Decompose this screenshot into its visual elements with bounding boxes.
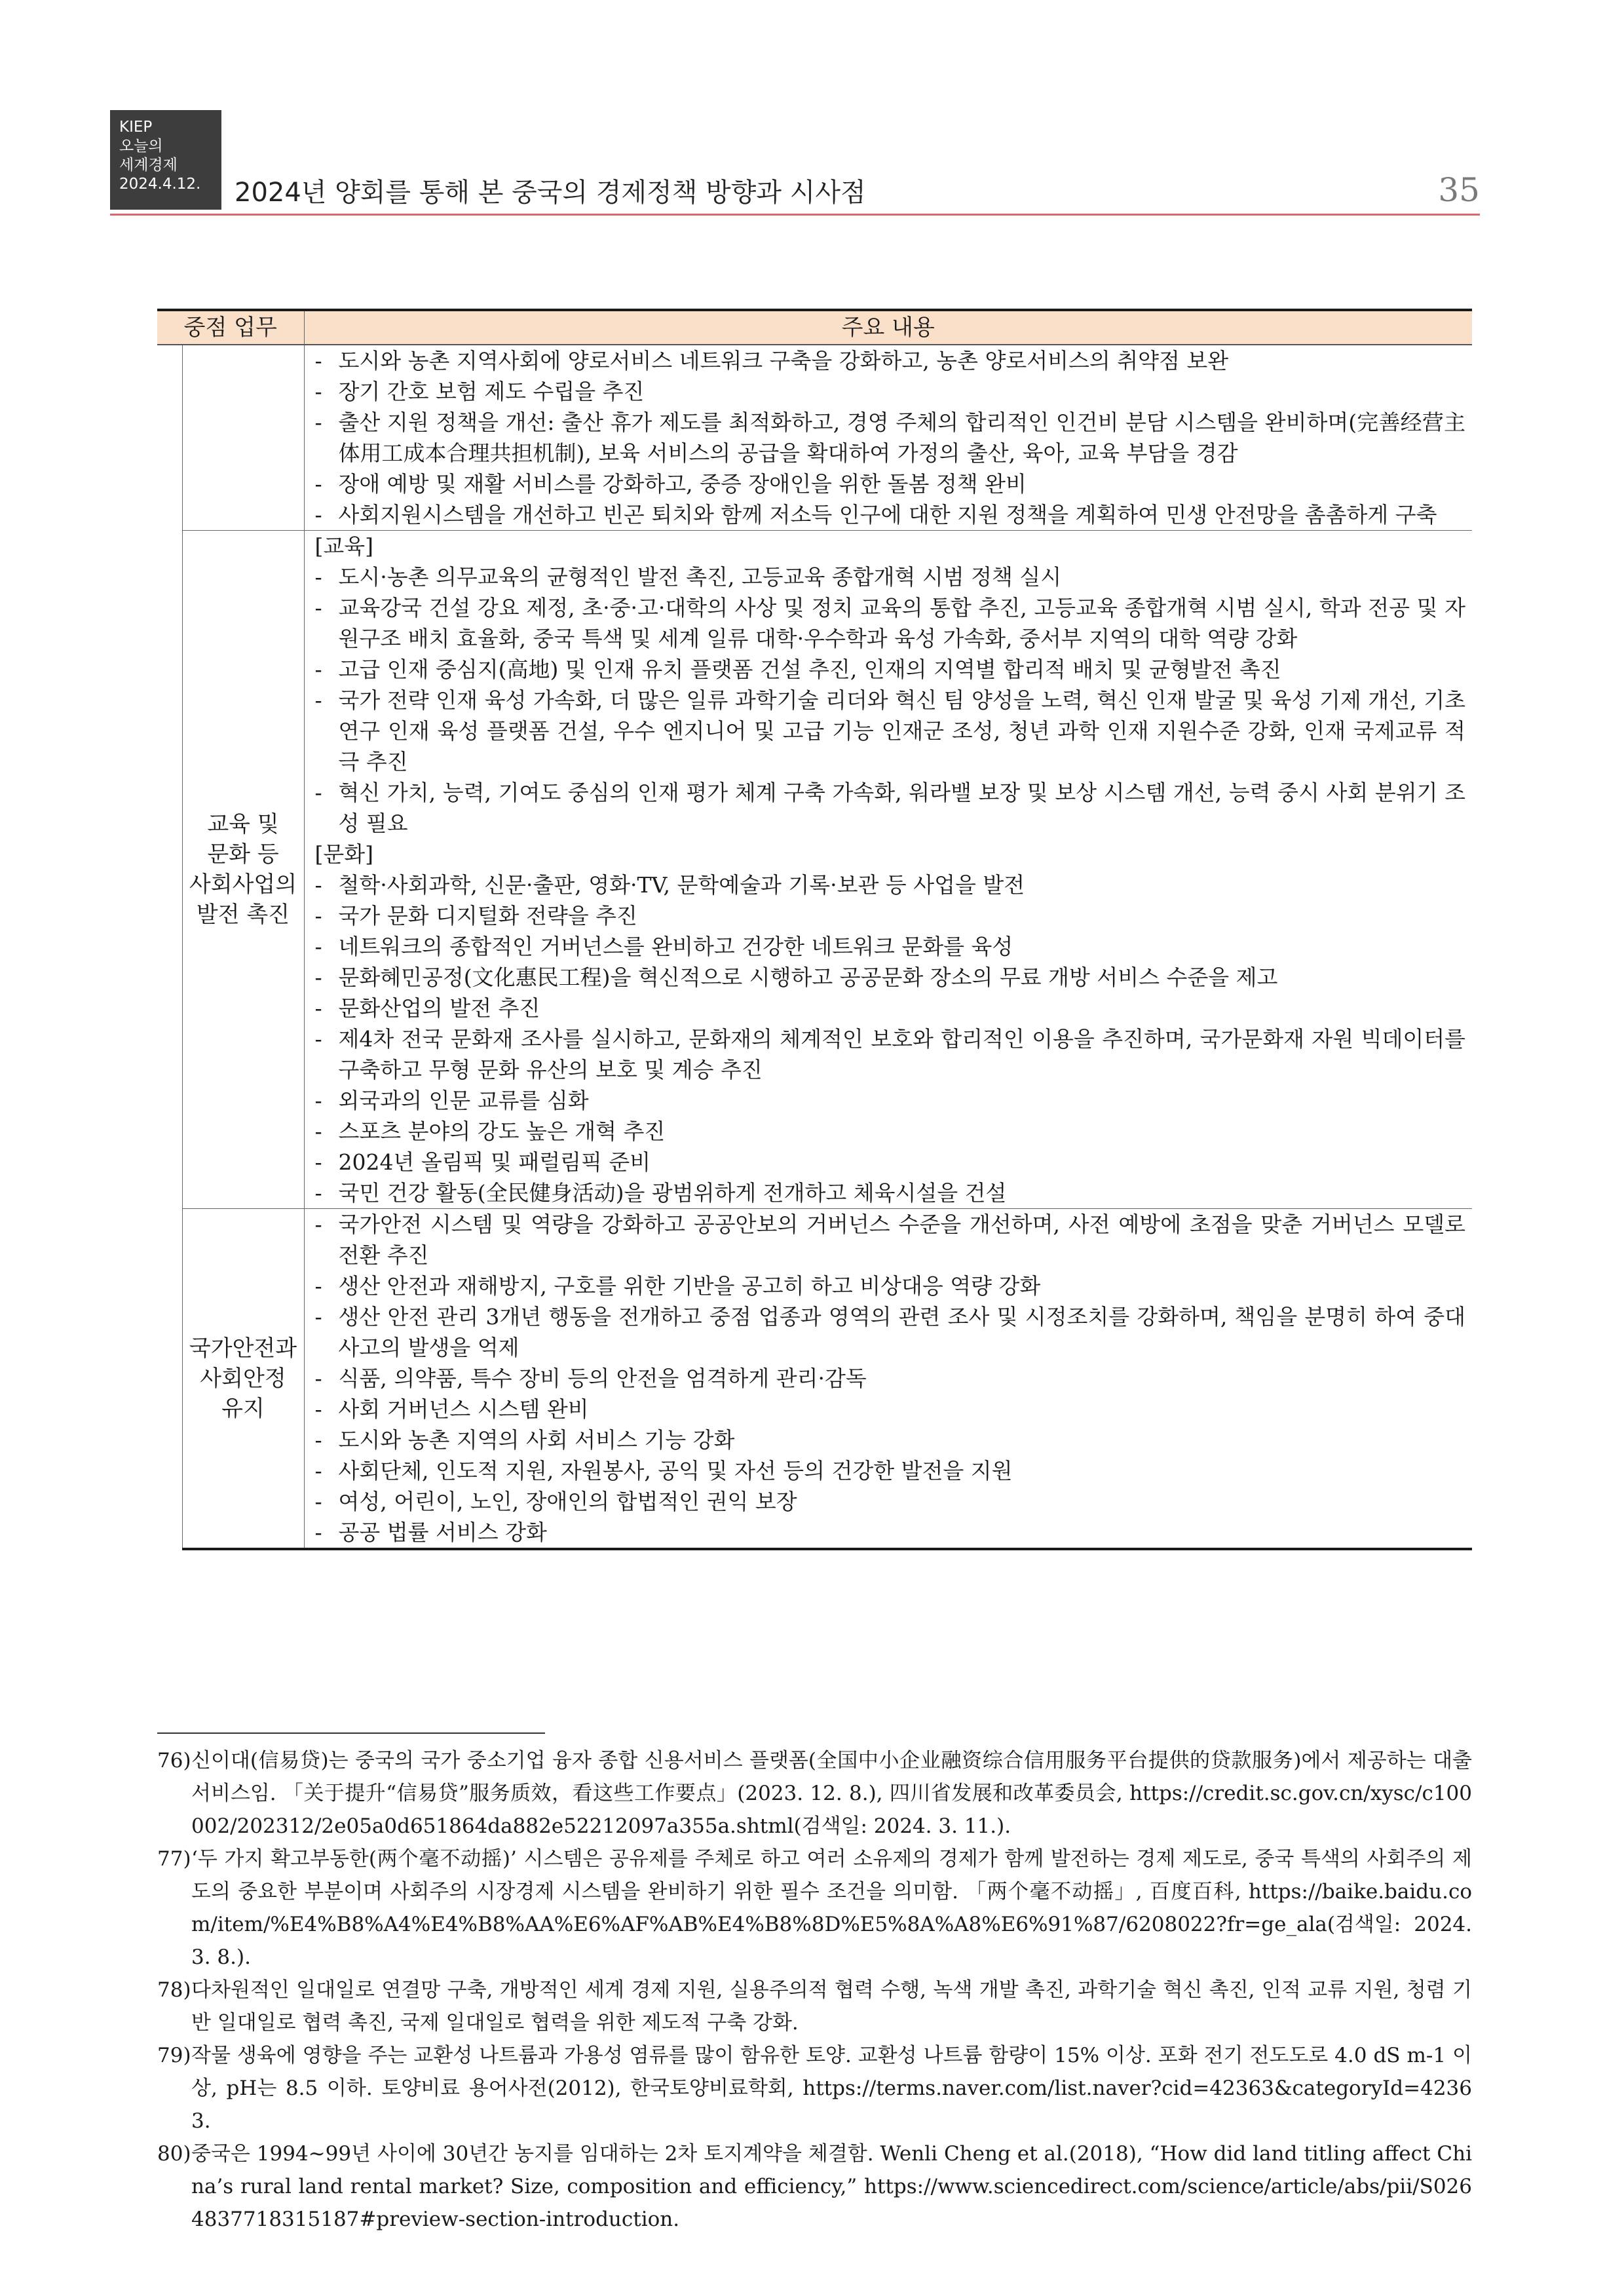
item-list xyxy=(312,870,1466,1208)
category-label-line: 사회안정 xyxy=(200,1365,286,1392)
footnote-divider xyxy=(157,1732,545,1734)
list-item: - 도시·농촌 의무교육의 균형적인 발전 촉진, 고등교육 종합개혁 시범 정책 실시 xyxy=(312,562,1466,592)
list-item: - 문화산업의 발전 추진 xyxy=(312,993,1466,1024)
table-row xyxy=(157,531,1472,1209)
header-divider xyxy=(110,214,1480,216)
item-list xyxy=(312,562,1466,839)
list-item: - 국민 건강 활동(全民健身活动)을 광범위하게 전개하고 체육시설을 건설 xyxy=(312,1177,1466,1208)
list-item: - 식품, 의약품, 특수 장비 등의 안전을 엄격하게 관리·감독 xyxy=(312,1363,1466,1394)
footnote-number: 80) xyxy=(157,2142,191,2166)
column-header-content: 주요 내용 xyxy=(304,310,1472,345)
page-number: 35 xyxy=(1438,171,1480,209)
footnote xyxy=(157,1974,1472,2039)
list-item: - 국가 문화 디지털화 전략을 추진 xyxy=(312,900,1466,931)
footnote xyxy=(157,1744,1472,1843)
category-label-line: 국가안전과 xyxy=(189,1335,297,1362)
content-cell xyxy=(304,1209,1472,1550)
list-item: - 도시와 농촌 지역의 사회 서비스 기능 강화 xyxy=(312,1425,1466,1455)
list-item: - 사회지원시스템을 개선하고 빈곤 퇴치와 함께 저소득 인구에 대한 지원 정책을 계획하여 민생 안전망을 촘촘하게 구축 xyxy=(312,499,1466,530)
item-list xyxy=(312,1209,1466,1548)
item-list xyxy=(312,345,1466,530)
list-item: - 교육강국 건설 강요 제정, 초·중·고·대학의 사상 및 정치 교육의 통합 추진, 고등교육 종합개혁 시범 실시, 학과 전공 및 자원구조 배치 효율화, 중국 특색 및 세계 일류 대학·우수학과 육성 가속화, 중서부 지역의 대학 역량 강화 xyxy=(312,592,1466,654)
blank-cell xyxy=(157,345,182,1549)
list-item: - 혁신 가치, 능력, 기여도 중심의 인재 평가 체계 구축 가속화, 워라밸 보장 및 보상 시스템 개선, 능력 중시 사회 분위기 조성 필요 xyxy=(312,777,1466,839)
list-item: - 제4차 전국 문화재 조사를 실시하고, 문화재의 체계적인 보호와 합리적인 이용을 추진하며, 국가문화재 자원 빅데이터를 구축하고 무형 문화 유산의 보호 및 계승 추진 xyxy=(312,1024,1466,1085)
list-item: - 도시와 농촌 지역사회에 양로서비스 네트워크 구축을 강화하고, 농촌 양로서비스의 취약점 보완 xyxy=(312,345,1466,376)
list-item: - 철학·사회과학, 신문·출판, 영화·TV, 문학예술과 기록·보관 등 사업을 발전 xyxy=(312,870,1466,900)
list-item: - 사회단체, 인도적 지원, 자원봉사, 공익 및 자선 등의 건강한 발전을 지원 xyxy=(312,1455,1466,1486)
list-item: - 장애 예방 및 재활 서비스를 강화하고, 중증 장애인을 위한 돌봄 정책 완비 xyxy=(312,469,1466,499)
list-item: - 외국과의 인문 교류를 심화 xyxy=(312,1085,1466,1116)
page-header-title: 2024년 양회를 통해 본 중국의 경제정책 방향과 시사점 xyxy=(235,178,866,208)
publication-badge xyxy=(110,110,221,210)
list-item: - 스포츠 분야의 강도 높은 개혁 추진 xyxy=(312,1116,1466,1147)
badge-line-2: 오늘의 xyxy=(119,138,163,155)
list-item: - 장기 간호 보험 제도 수립을 추진 xyxy=(312,376,1466,407)
footnote-number: 76) xyxy=(157,1749,191,1772)
footnote xyxy=(157,1843,1472,1974)
footnotes xyxy=(157,1744,1472,2236)
footnote-number: 77) xyxy=(157,1847,191,1871)
badge-line-4: 2024.4.12. xyxy=(119,176,201,193)
footnote-text: 작물 생육에 영향을 주는 교환성 나트륨과 가용성 염류를 많이 함유한 토양. 교환성 나트륨 함량이 15% 이상. 포화 전기 전도도로 4.0 dS m-1 이상, pH는 8.5 이하. 토양비료 용어사전(2012), 한국토양비료학회, https://terms.naver.com/list.naver?cid=42363&categoryId=42363. xyxy=(191,2044,1472,2133)
list-item: - 여성, 어린이, 노인, 장애인의 합법적인 권익 보장 xyxy=(312,1486,1466,1517)
table-row xyxy=(157,345,1472,531)
column-header-focus: 중점 업무 xyxy=(157,310,304,345)
category-label-line: 문화 등 xyxy=(207,841,279,868)
list-item: - 생산 안전과 재해방지, 구호를 위한 기반을 공고히 하고 비상대응 역량 강화 xyxy=(312,1271,1466,1301)
table-header-row xyxy=(157,310,1472,345)
content-cell xyxy=(304,345,1472,531)
category-cell xyxy=(182,345,304,531)
list-item: - 2024년 올림픽 및 패럴림픽 준비 xyxy=(312,1147,1466,1177)
table-row xyxy=(157,1209,1472,1550)
footnote-text: 신이대(信易贷)는 중국의 국가 중소기업 융자 종합 신용서비스 플랫폼(全国中小企业融资综合信用服务平台提供的贷款服务)에서 제공하는 대출 서비스임. 「关于提升“信易贷”服务质效，看这些工作要点」(2023. 12. 8.), 四川省发展和改革委员会, https://credit.sc.gov.cn/xysc/c100002/202312/2e05a0d651864da882e52212097a355a.shtml(검색일: 2024. 3. 11.). xyxy=(191,1749,1472,1838)
category-label-line: 유지 xyxy=(221,1395,265,1422)
footnote-text: 중국은 1994~99년 사이에 30년간 농지를 임대하는 2차 토지계약을 체결함. Wenli Cheng et al.(2018), “How did land titling affect China’s rural land rental market? Size, composition and efficiency,” https://www.sciencedirect.com/science/article/abs/pii/S0264837718315187#preview-section-introduction. xyxy=(191,2142,1472,2231)
badge-line-3: 세계경제 xyxy=(119,157,178,174)
category-label-line: 사회사업의 xyxy=(189,871,297,898)
content-cell xyxy=(304,531,1472,1209)
list-item: - 네트워크의 종합적인 거버넌스를 완비하고 건강한 네트워크 문화를 육성 xyxy=(312,931,1466,962)
footnote xyxy=(157,2039,1472,2137)
policy-table xyxy=(157,309,1472,1550)
list-item: - 국가 전략 인재 육성 가속화, 더 많은 일류 과학기술 리더와 혁신 팀 양성을 노력, 혁신 인재 발굴 및 육성 기제 개선, 기초연구 인재 육성 플랫폼 건설, 우수 엔지니어 및 고급 기능 인재군 조성, 청년 과학 인재 지원수준 강화, 인재 국제교류 적극 추진 xyxy=(312,685,1466,777)
footnote-text: ‘두 가지 확고부동한(两个毫不动摇)’ 시스템은 공유제를 주체로 하고 여러 소유제의 경제가 함께 발전하는 경제 제도로, 중국 특색의 사회주의 제도의 중요한 부분이며 사회주의 시장경제 시스템을 완비하기 위한 필수 조건을 의미함. 「两个毫不动摇」, 百度百科, https://baike.baidu.com/item/%E4%B8%A4%E4%B8%AA%E6%AF%AB%E4%B8%8D%E5%8A%A8%E6%91%87/6208022?fr=ge_ala(검색일: 2024. 3. 8.). xyxy=(191,1847,1472,1969)
category-label-line: 발전 촉진 xyxy=(196,902,290,928)
footnote-number: 79) xyxy=(157,2044,191,2067)
list-item: - 출산 지원 정책을 개선: 출산 휴가 제도를 최적화하고, 경영 주체의 합리적인 인건비 분담 시스템을 완비하며(完善经营主体用工成本合理共担机制), 보육 서비스의 공급을 확대하여 가정의 출산, 육아, 교육 부담을 경감 xyxy=(312,407,1466,469)
footnote-number: 78) xyxy=(157,1978,191,2002)
list-item: - 생산 안전 관리 3개년 행동을 전개하고 중점 업종과 영역의 관련 조사 및 시정조치를 강화하며, 책임을 분명히 하여 중대 사고의 발생을 억제 xyxy=(312,1301,1466,1363)
list-item: - 공공 법률 서비스 강화 xyxy=(312,1517,1466,1548)
list-item: - 사회 거버넌스 시스템 완비 xyxy=(312,1394,1466,1425)
subsection-heading: [교육] xyxy=(314,533,374,559)
list-item: - 문화혜민공정(文化惠民工程)을 혁신적으로 시행하고 공공문화 장소의 무료 개방 서비스 수준을 제고 xyxy=(312,962,1466,993)
category-label-line: 교육 및 xyxy=(207,811,279,837)
category-cell xyxy=(182,1209,304,1550)
footnote-text: 다차원적인 일대일로 연결망 구축, 개방적인 세계 경제 지원, 실용주의적 협력 수행, 녹색 개발 촉진, 과학기술 혁신 촉진, 인적 교류 지원, 청렴 기반 일대일로 협력 촉진, 국제 일대일로 협력을 위한 제도적 구축 강화. xyxy=(191,1978,1472,2035)
badge-line-1: KIEP xyxy=(119,119,153,136)
footnote xyxy=(157,2137,1472,2236)
category-cell xyxy=(182,531,304,1209)
list-item: - 국가안전 시스템 및 역량을 강화하고 공공안보의 거버넌스 수준을 개선하며, 사전 예방에 초점을 맞춘 거버넌스 모델로 전환 추진 xyxy=(312,1209,1466,1271)
list-item: - 고급 인재 중심지(高地) 및 인재 유치 플랫폼 건설 추진, 인재의 지역별 합리적 배치 및 균형발전 촉진 xyxy=(312,654,1466,685)
subsection-heading: [문화] xyxy=(314,841,374,867)
